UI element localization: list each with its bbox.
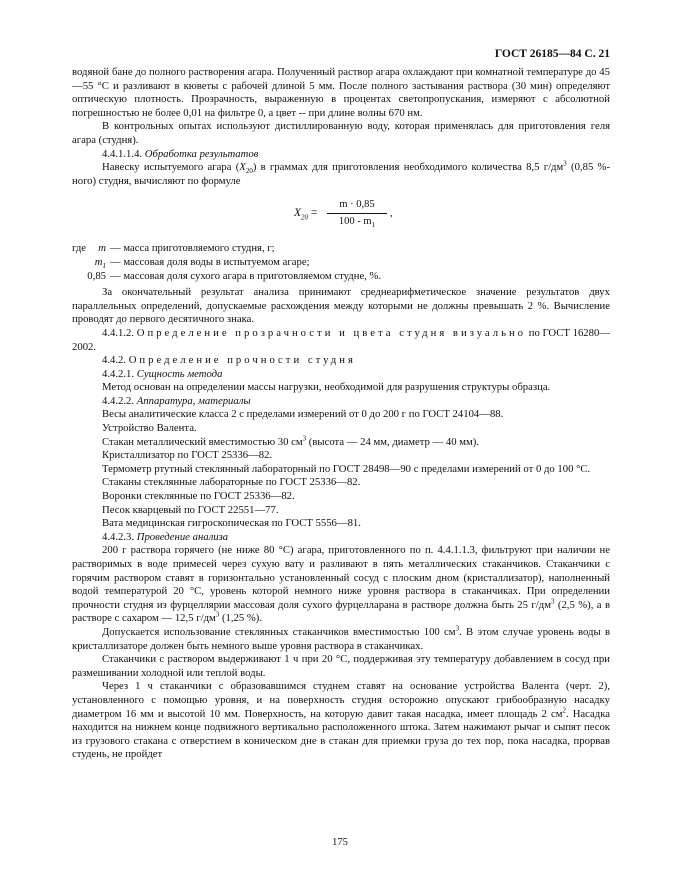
definition-row [72, 242, 610, 256]
fraction-bar [327, 213, 387, 214]
section-title: Обработка результатов [144, 147, 259, 160]
definition-symbol: m [98, 242, 106, 255]
text-run: (высота — 24 мм, диаметр — 40 мм). [306, 435, 480, 448]
denominator-subscript: 1 [371, 221, 376, 230]
text-run: Навеску испытуемого агара ( [102, 161, 240, 174]
section-heading [72, 327, 610, 354]
equipment-item: Стаканы стеклянные лабораторные по ГОСТ 25336—82. [102, 476, 361, 489]
section-number: 4.4.1.1.4. [102, 147, 143, 160]
section-heading [72, 531, 610, 545]
subscript: 20 [245, 167, 253, 176]
formula [72, 194, 610, 238]
text-run: (1,25 %). [219, 612, 263, 625]
paragraph [72, 680, 610, 762]
formula-symbol: X [294, 207, 302, 220]
equipment-item: Весы аналитические класса 2 с пределами измерений от 0 до 200 г по ГОСТ 24104—88. [102, 408, 504, 421]
definition-row [72, 270, 610, 284]
section-title: Сущность метода [136, 367, 223, 380]
definition-text: — массовая доля сухого агара в приготовляемом студне, %. [110, 269, 382, 282]
equipment-item: Вата медицинская гигроскопическая по ГОСТ 5556—81. [102, 517, 361, 530]
superscript: 3 [550, 597, 555, 606]
equipment-item: Кристаллизатор по ГОСТ 25336—82. [102, 449, 273, 462]
paragraph: За окончательный результат анализа принимают среднеарифметическое значение результатов двух параллельных определений, допускаемые расхождения между которыми не должны превышать 2 %. Вычисление проводят до первого десятичного знака. [72, 286, 610, 326]
text-run: (2,5 %), а в растворе с сахаром — 12,5 г/дм [72, 598, 611, 625]
paragraph [72, 544, 610, 626]
superscript: 3 [302, 434, 307, 443]
section-number: 4.4.2.2. [102, 394, 135, 407]
section-number: 4.4.2. [102, 354, 127, 367]
section-heading [72, 354, 610, 368]
section-title: Аппаратура, материалы [136, 394, 251, 407]
paragraph: Стаканчики с раствором выдерживают 1 ч при 20 °С, поддерживая эту температуру добавлением в сосуд при размешивании холодной или теплой воды. [72, 653, 610, 679]
superscript: 2 [562, 705, 566, 714]
paragraph [72, 161, 610, 188]
superscript: 3 [563, 159, 567, 168]
paragraph: Метод основан на определении массы нагрузки, необходимой для разрушения структуры образца. [102, 381, 551, 394]
equipment-item: Песок кварцевый по ГОСТ 22551—77. [102, 503, 279, 516]
paragraph: В контрольных опытах используют дистиллированную воду, которая применялась для приготовления геля агара (студня). [72, 120, 610, 146]
symbol-text: m [94, 255, 103, 268]
superscript: 3 [455, 624, 460, 633]
formula-numerator: m · 0,85 [339, 199, 375, 211]
section-number: 4.4.2.1. [102, 367, 135, 380]
section-heading [72, 148, 610, 162]
section-title-tail: по ГОСТ 16280—2002. [72, 326, 611, 353]
formula-lhs [294, 207, 317, 221]
paragraph: водяной бане до полного растворения агара. Полученный раствор агара охлаждают при комнатной температуре до 45—55 °С и разливают в кюветы с рабочей длиной 5 мм. После полного застывания раствора (30 мин) определяют оптическую плотность. Прозрачность, выраженную в процентах светопропускания, измеряют с абсолютной погрешностью не более 0,01 на фильтре 0, а цвет -- при длине волны 670 нм. [72, 66, 610, 119]
section-heading [72, 395, 610, 409]
formula-subscript: 20 [301, 213, 309, 222]
document-body [72, 66, 610, 762]
definitions-list [72, 242, 610, 283]
equipment-item: Воронки стеклянные по ГОСТ 25336—82. [102, 490, 295, 503]
page-header: ГОСТ 26185—84 С. 21 [494, 48, 610, 60]
page-number: 175 [332, 837, 348, 848]
definition-row [72, 256, 610, 270]
section-number: 4.4.2.3. [102, 530, 135, 543]
denominator-text: 100 - m [338, 215, 372, 227]
section-heading [72, 368, 610, 382]
section-number: 4.4.1.2. [102, 326, 135, 339]
text-run: Допускается использование стеклянных стаканчиков вместимостью 100 см [102, 625, 456, 638]
section-title: Проведение анализа [136, 530, 229, 543]
definition-text: — масса приготовляемого студня, г; [110, 242, 275, 255]
text-run: (0,85 %-ного) студня, вычисляют по формуле [72, 161, 610, 187]
text-run: Через 1 ч стаканчики с образовавшимся студнем ставят на основание устройства Валента (черт. 2), установленного с помощью уровня, и на поверхность студня осторожно опускают грибообразную насадку диаметром 16 мм и высотой 10 мм. Поверхность, на которую давит такая насадка, имеет площадь 2 см [72, 680, 610, 720]
section-title: Определение прочности студня [128, 354, 356, 367]
text-run: . Насадка находится на нижнем конце подвижного вертикально расположенного штока. Затем нажимают рычаг и сыпят песок из грузового стакана с отверстием в коническом дне в стакан для приемки груза до тех пор, пока насадка, прорвав студень, не пройдет [72, 707, 611, 761]
symbol: X [239, 161, 246, 174]
paragraph [72, 626, 610, 653]
formula-comma: , [390, 207, 393, 220]
text-run: 200 г раствора горячего (не ниже 80 °С) агара, приготовленного по п. 4.4.1.1.3, фильтруют при наличии не растворимых в воде примесей через сухую вату и разливают в пять металлических стаканчиков. Стаканчики с горячим раствором ставят в горизонтально установленный сосуд с плоским дном (кристаллизатор), наполненный водой температурой 20 °С, уровень которой немного ниже уровня раствора в стаканчиках. При определении прочности студня из фурцеллярии массовая доля сухого фурцелларана в растворе должна быть 25 г/дм [72, 544, 610, 611]
formula-fraction [327, 198, 387, 228]
equipment-item [72, 436, 610, 450]
symbol-subscript: 1 [102, 262, 106, 271]
definition-symbol: 0,85 [87, 269, 106, 282]
definition-text: — массовая доля воды в испытуемом агаре; [110, 255, 310, 268]
formula-denominator [327, 215, 387, 229]
formula-equals: = [308, 207, 318, 220]
section-title: Определение прозрачности и цвета студня визуально [136, 326, 527, 339]
text-run: Стакан металлический вместимостью 30 см [102, 435, 303, 448]
text-run: ) в граммах для приготовления необходимого количества 8,5 г/дм [252, 161, 564, 174]
where-label: где [72, 242, 87, 255]
equipment-item: Устройство Валента. [102, 422, 197, 435]
definition-symbol [72, 256, 110, 270]
equipment-item: Термометр ртутный стеклянный лабораторный по ГОСТ 28498—90 с пределами измерений от 0 до 100 °С. [102, 462, 591, 475]
text-run: . В этом случае уровень воды в кристаллизаторе должен быть немного выше уровня раствора в стаканчиках. [72, 625, 610, 652]
superscript: 3 [215, 610, 220, 619]
